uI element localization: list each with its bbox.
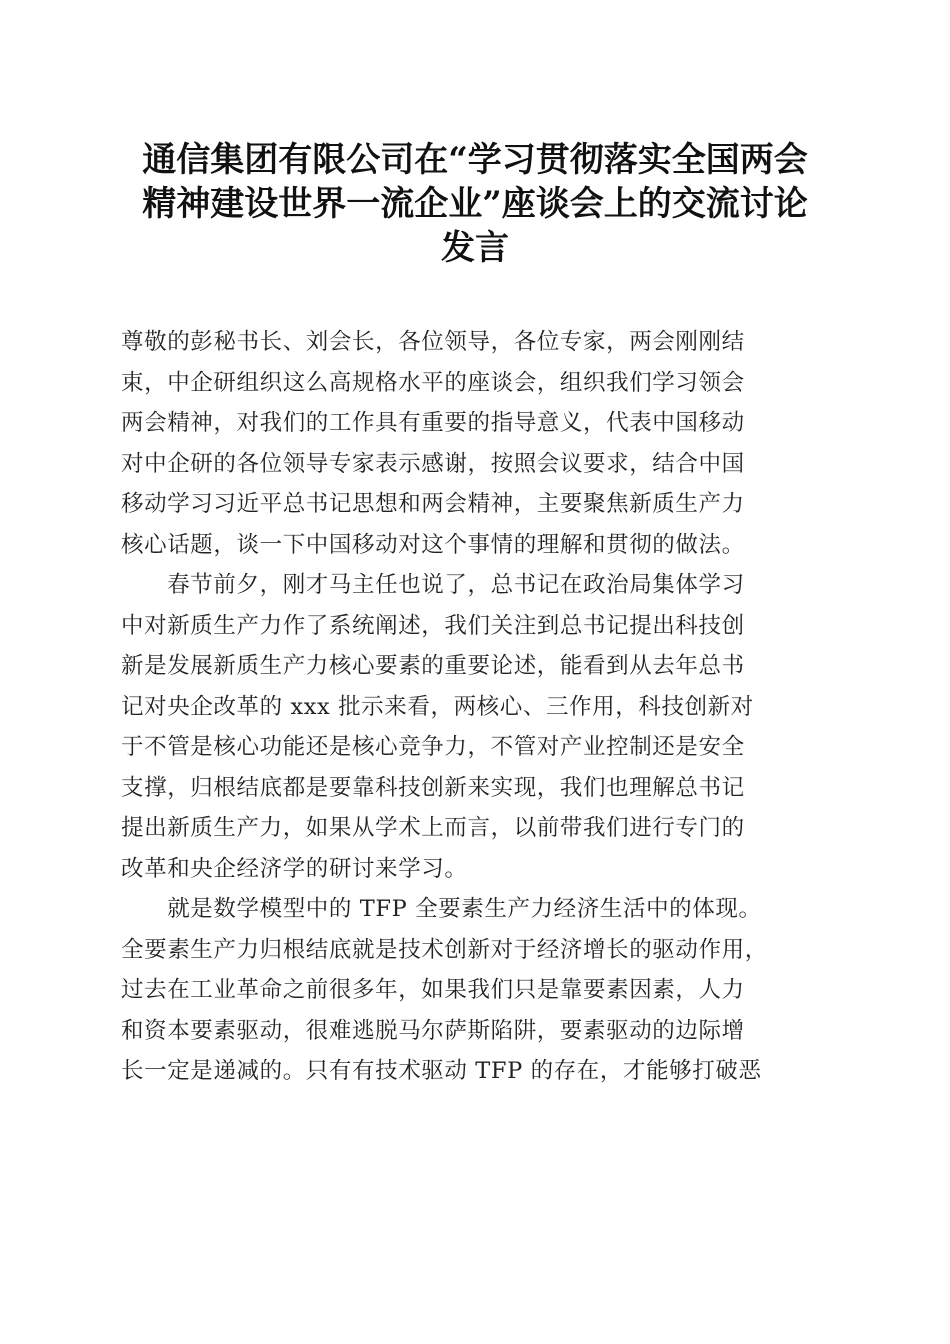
text-line: 支撑，归根结底都是要靠科技创新来实现，我们也理解总书记 (121, 774, 745, 801)
document-body (121, 322, 833, 1092)
title-line: 精神建设世界一流企业”座谈会上的交流讨论 (142, 184, 808, 224)
text-line: 记对央企改革的 xxx 批示来看，两核心、三作用，科技创新对 (121, 693, 754, 720)
text-line: 全要素生产力归根结底就是技术创新对于经济增长的驱动作用， (121, 936, 768, 963)
text-line: 新是发展新质生产力核心要素的重要论述，能看到从去年总书 (121, 653, 745, 679)
text-line: 提出新质生产力，如果从学术上而言，以前带我们进行专门的 (121, 815, 745, 841)
text-line: 长一定是递减的。只有有技术驱动 TFP 的存在，才能够打破恶 (121, 1058, 762, 1084)
title-line: 通信集团有限公司在“学习贯彻落实全国两会 (142, 140, 808, 180)
text-line: 和资本要素驱动，很难逃脱马尔萨斯陷阱，要素驱动的边际增 (121, 1017, 745, 1044)
text-line: 过去在工业革命之前很多年，如果我们只是靠要素因素，人力 (121, 977, 745, 1003)
title-line: 发言 (441, 228, 509, 268)
text-line: 尊敬的彭秘书长、刘会长，各位领导，各位专家，两会刚刚结 (121, 329, 745, 355)
text-line: 于不管是核心功能还是核心竞争力，不管对产业控制还是安全 (121, 734, 745, 760)
document-title (110, 138, 840, 270)
text-line: 中对新质生产力作了系统阐述，我们关注到总书记提出科技创 (121, 612, 745, 639)
paragraph-1 (121, 322, 833, 565)
paragraph-2 (121, 565, 833, 889)
text-line: 束，中企研组织这么高规格水平的座谈会，组织我们学习领会 (121, 369, 745, 396)
paragraph-3 (121, 889, 833, 1092)
text-line: 核心话题，谈一下中国移动对这个事情的理解和贯彻的做法。 (121, 531, 745, 558)
text-line: 移动学习习近平总书记思想和两会精神，主要聚焦新质生产力 (121, 491, 745, 517)
text-line: 改革和央企经济学的研讨来学习。 (121, 855, 468, 882)
text-line: 两会精神，对我们的工作具有重要的指导意义，代表中国移动 (121, 410, 745, 436)
text-line: 对中企研的各位领导专家表示感谢，按照会议要求，结合中国 (121, 450, 745, 477)
text-line: 春节前夕，刚才马主任也说了，总书记在政治局集体学习 (121, 572, 745, 598)
text-line: 就是数学模型中的 TFP 全要素生产力经济生活中的体现。 (121, 896, 762, 922)
